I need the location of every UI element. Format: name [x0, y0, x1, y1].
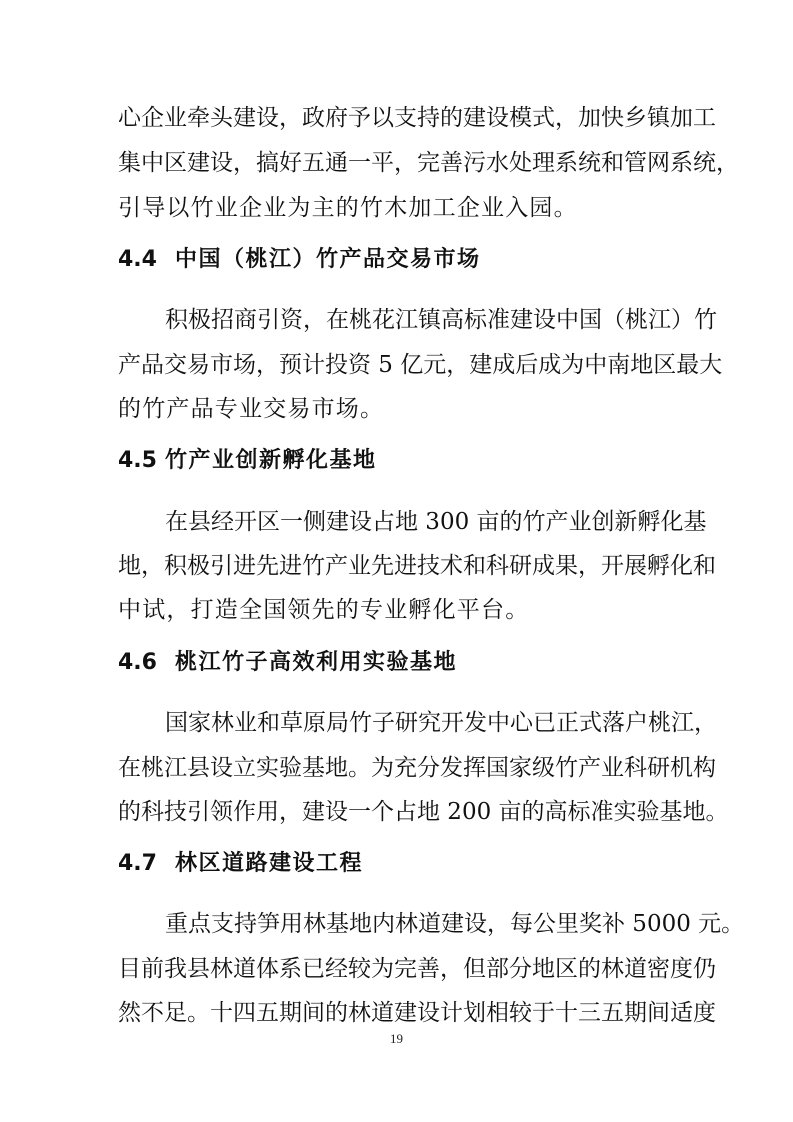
section-number: 4.7: [118, 851, 157, 876]
section-title: 竹产业创新孵化基地: [165, 448, 377, 473]
section-number: 4.6: [118, 650, 157, 675]
section-number: 4.5: [118, 448, 157, 473]
section-4-4-line-1: 积极招商引资，在桃花江镇高标准建设中国（桃江）竹: [165, 307, 717, 333]
section-4-4-line-2: 产品交易市场，预计投资 5 亿元，建成后成为中南地区最大: [118, 352, 723, 378]
section-4-5-line-1: 在县经开区一侧建设占地 300 亩的竹产业创新孵化基: [165, 509, 707, 535]
section-4-6-line-3: 的科技引领作用，建设一个占地 200 亩的高标准实验基地。: [118, 799, 729, 825]
intro-line-2: 集中区建设，搞好五通一平，完善污水处理系统和管网系统，: [118, 150, 739, 176]
section-4-5-line-3: 中试，打造全国领先的专业孵化平台。: [118, 597, 530, 623]
section-4-5-line-2: 地，积极引进先进竹产业先进技术和科研成果，开展孵化和: [118, 553, 716, 579]
section-4-7-line-3: 然不足。十四五期间的林道建设计划相较于十三五期间适度: [118, 1000, 716, 1026]
section-heading-4-7: [118, 849, 678, 879]
section-4-7-line-1: 重点支持笋用林基地内林道建设，每公里奖补 5000 元。: [165, 911, 745, 937]
section-heading-4-6: [118, 648, 678, 678]
section-title: 中国（桃江）竹产品交易市场: [175, 247, 481, 272]
section-4-7-line-2: 目前我县林道体系已经较为完善，但部分地区的林道密度仍: [118, 956, 716, 982]
section-4-4-line-3: 的竹产品专业交易市场。: [118, 396, 385, 422]
section-number: 4.4: [118, 247, 157, 272]
section-title: 桃江竹子高效利用实验基地: [175, 650, 458, 675]
section-heading-4-4: [118, 245, 678, 275]
section-4-6-line-2: 在桃江县设立实验基地。为充分发挥国家级竹产业科研机构: [118, 755, 716, 781]
intro-line-1: 心企业牵头建设，政府予以支持的建设模式，加快乡镇加工: [118, 105, 716, 131]
section-4-6-line-1: 国家林业和草原局竹子研究开发中心已正式落户桃江，: [165, 710, 717, 736]
section-title: 林区道路建设工程: [175, 851, 364, 876]
section-heading-4-5: [118, 446, 678, 476]
intro-line-3: 引导以竹业企业为主的竹木加工企业入园。: [118, 195, 578, 221]
page-number: 19: [390, 1031, 403, 1046]
